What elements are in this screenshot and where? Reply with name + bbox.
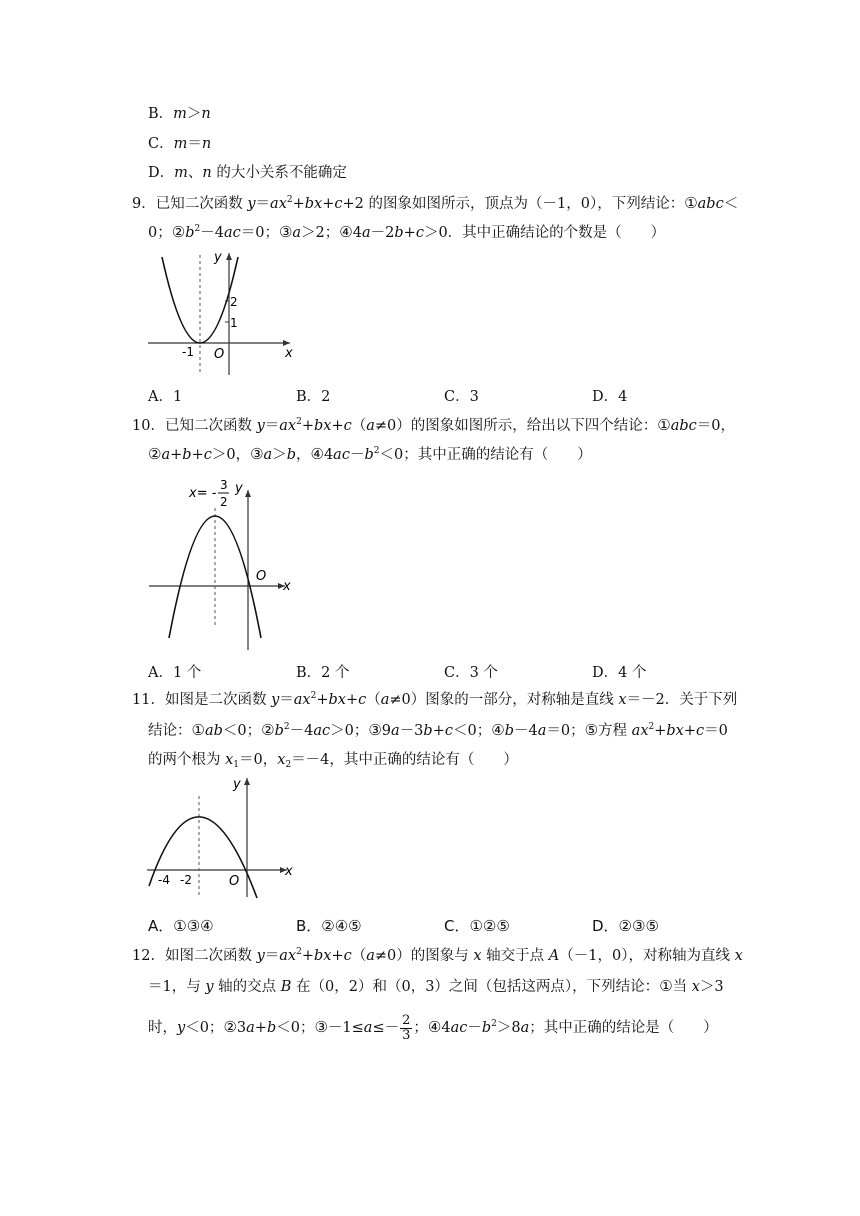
q9-graph <box>140 245 310 380</box>
q11-tick-neg2: -2 <box>180 873 192 887</box>
q10-origin-label: O <box>256 569 267 584</box>
q9-tick-2: 2 <box>230 295 238 309</box>
q10-y-label: y <box>235 481 243 496</box>
q10-axis-label: x= - <box>189 486 217 501</box>
q9-tick-neg1: -1 <box>182 345 194 359</box>
q9-x-label: x <box>285 346 293 361</box>
q11-tick-neg4: -4 <box>158 873 170 887</box>
q10-stem-line2: ②a+b+c＞0，③a＞b，$④4ac-b^2<0$；其中正确的结论有（ ） <box>148 445 592 463</box>
q9-stem-line1: 9．已知二次函数 $y=ax^2+bx+c+2$ 的图象如图所示，顶点为（－1，0），下列结论：①abc＜ <box>132 194 739 212</box>
q9-option-b: B．2 <box>296 389 331 405</box>
q11-stem-line2: 结论：①ab＜0；$②b^2-4ac>0$；③9a－3b+c＜0；④b－4a＝0；⑤方程 $ax^2+bx+c=0$ <box>148 721 728 739</box>
q10-frac-den: 2 <box>220 495 228 509</box>
q11-option-b: B．②④⑤ <box>296 917 362 935</box>
q12-stem-line2: ＝1，与 y 轴的交点 B 在（0，2）和（0，3）之间（包括这两点），下列结论：①当 x＞3 <box>148 977 724 995</box>
q11-stem-line1: 11．如图是二次函数 $y=ax^2+bx+c(a\ne 0)$图象的一部分，对称轴是直线 x＝－2．关于下列 <box>132 691 738 708</box>
q12-stem-line3: 时，y＜0；②3a+b＜0；③－1≤a≤－ $\frac{2}{3}$ ；$④4ac-b^2>8a$；其中正确的结论是（ ） <box>148 1012 718 1043</box>
q8-option-b: B．m＞n <box>148 106 211 122</box>
q10-option-a: A．1 个 <box>148 665 202 681</box>
q9-option-a: A．1 <box>148 389 183 405</box>
q8-option-d: D．m、n 的大小关系不能确定 <box>148 165 347 181</box>
q11-option-a: A．①③④ <box>148 917 214 935</box>
q9-stem-line2: 0；$②b^2-4ac=0$；③a＞2；④4a－2b+c＞0．其中正确结论的个数是（ ） <box>148 223 666 241</box>
q10-x-label: x <box>283 579 291 594</box>
q11-stem-line3: 的两个根为 $x_1=0$，$x_2=-4$，其中正确的结论有（ ） <box>148 752 518 770</box>
q11-graph <box>145 772 305 902</box>
q10-option-b: B．2 个 <box>296 665 350 681</box>
q11-y-label: y <box>233 777 241 792</box>
q9-y-label: y <box>214 250 222 265</box>
q9-tick-1: 1 <box>230 316 238 330</box>
q10-frac-num: 3 <box>220 478 228 492</box>
q10-option-c: C．3 个 <box>444 665 498 681</box>
q10-option-d: D．4 个 <box>592 665 647 681</box>
q8-option-c: C．m＝n <box>148 136 212 152</box>
q11-option-c: C．①②⑤ <box>444 917 510 935</box>
q10-graph <box>145 470 305 655</box>
q12-stem-line1: 12．如图二次函数 $y=ax^2+bx+c(a\ne 0)$的图象与 x 轴交于点 A（－1，0），对称轴为直线 x <box>132 947 743 964</box>
q9-option-c: C．3 <box>444 389 479 405</box>
q12-fraction: $\frac{2}{3}$ <box>402 1012 411 1043</box>
q9-option-d: D．4 <box>592 389 628 405</box>
q11-x-label: x <box>285 864 293 879</box>
q11-option-d: D．②③⑤ <box>592 917 659 935</box>
q9-origin-label: O <box>214 347 225 362</box>
q11-origin-label: O <box>229 874 240 889</box>
q10-stem-line1: 10．已知二次函数 $y=ax^2+bx+c(a\ne 0)$的图象如图所示，给出以下四个结论：①abc＝0， <box>132 416 736 434</box>
